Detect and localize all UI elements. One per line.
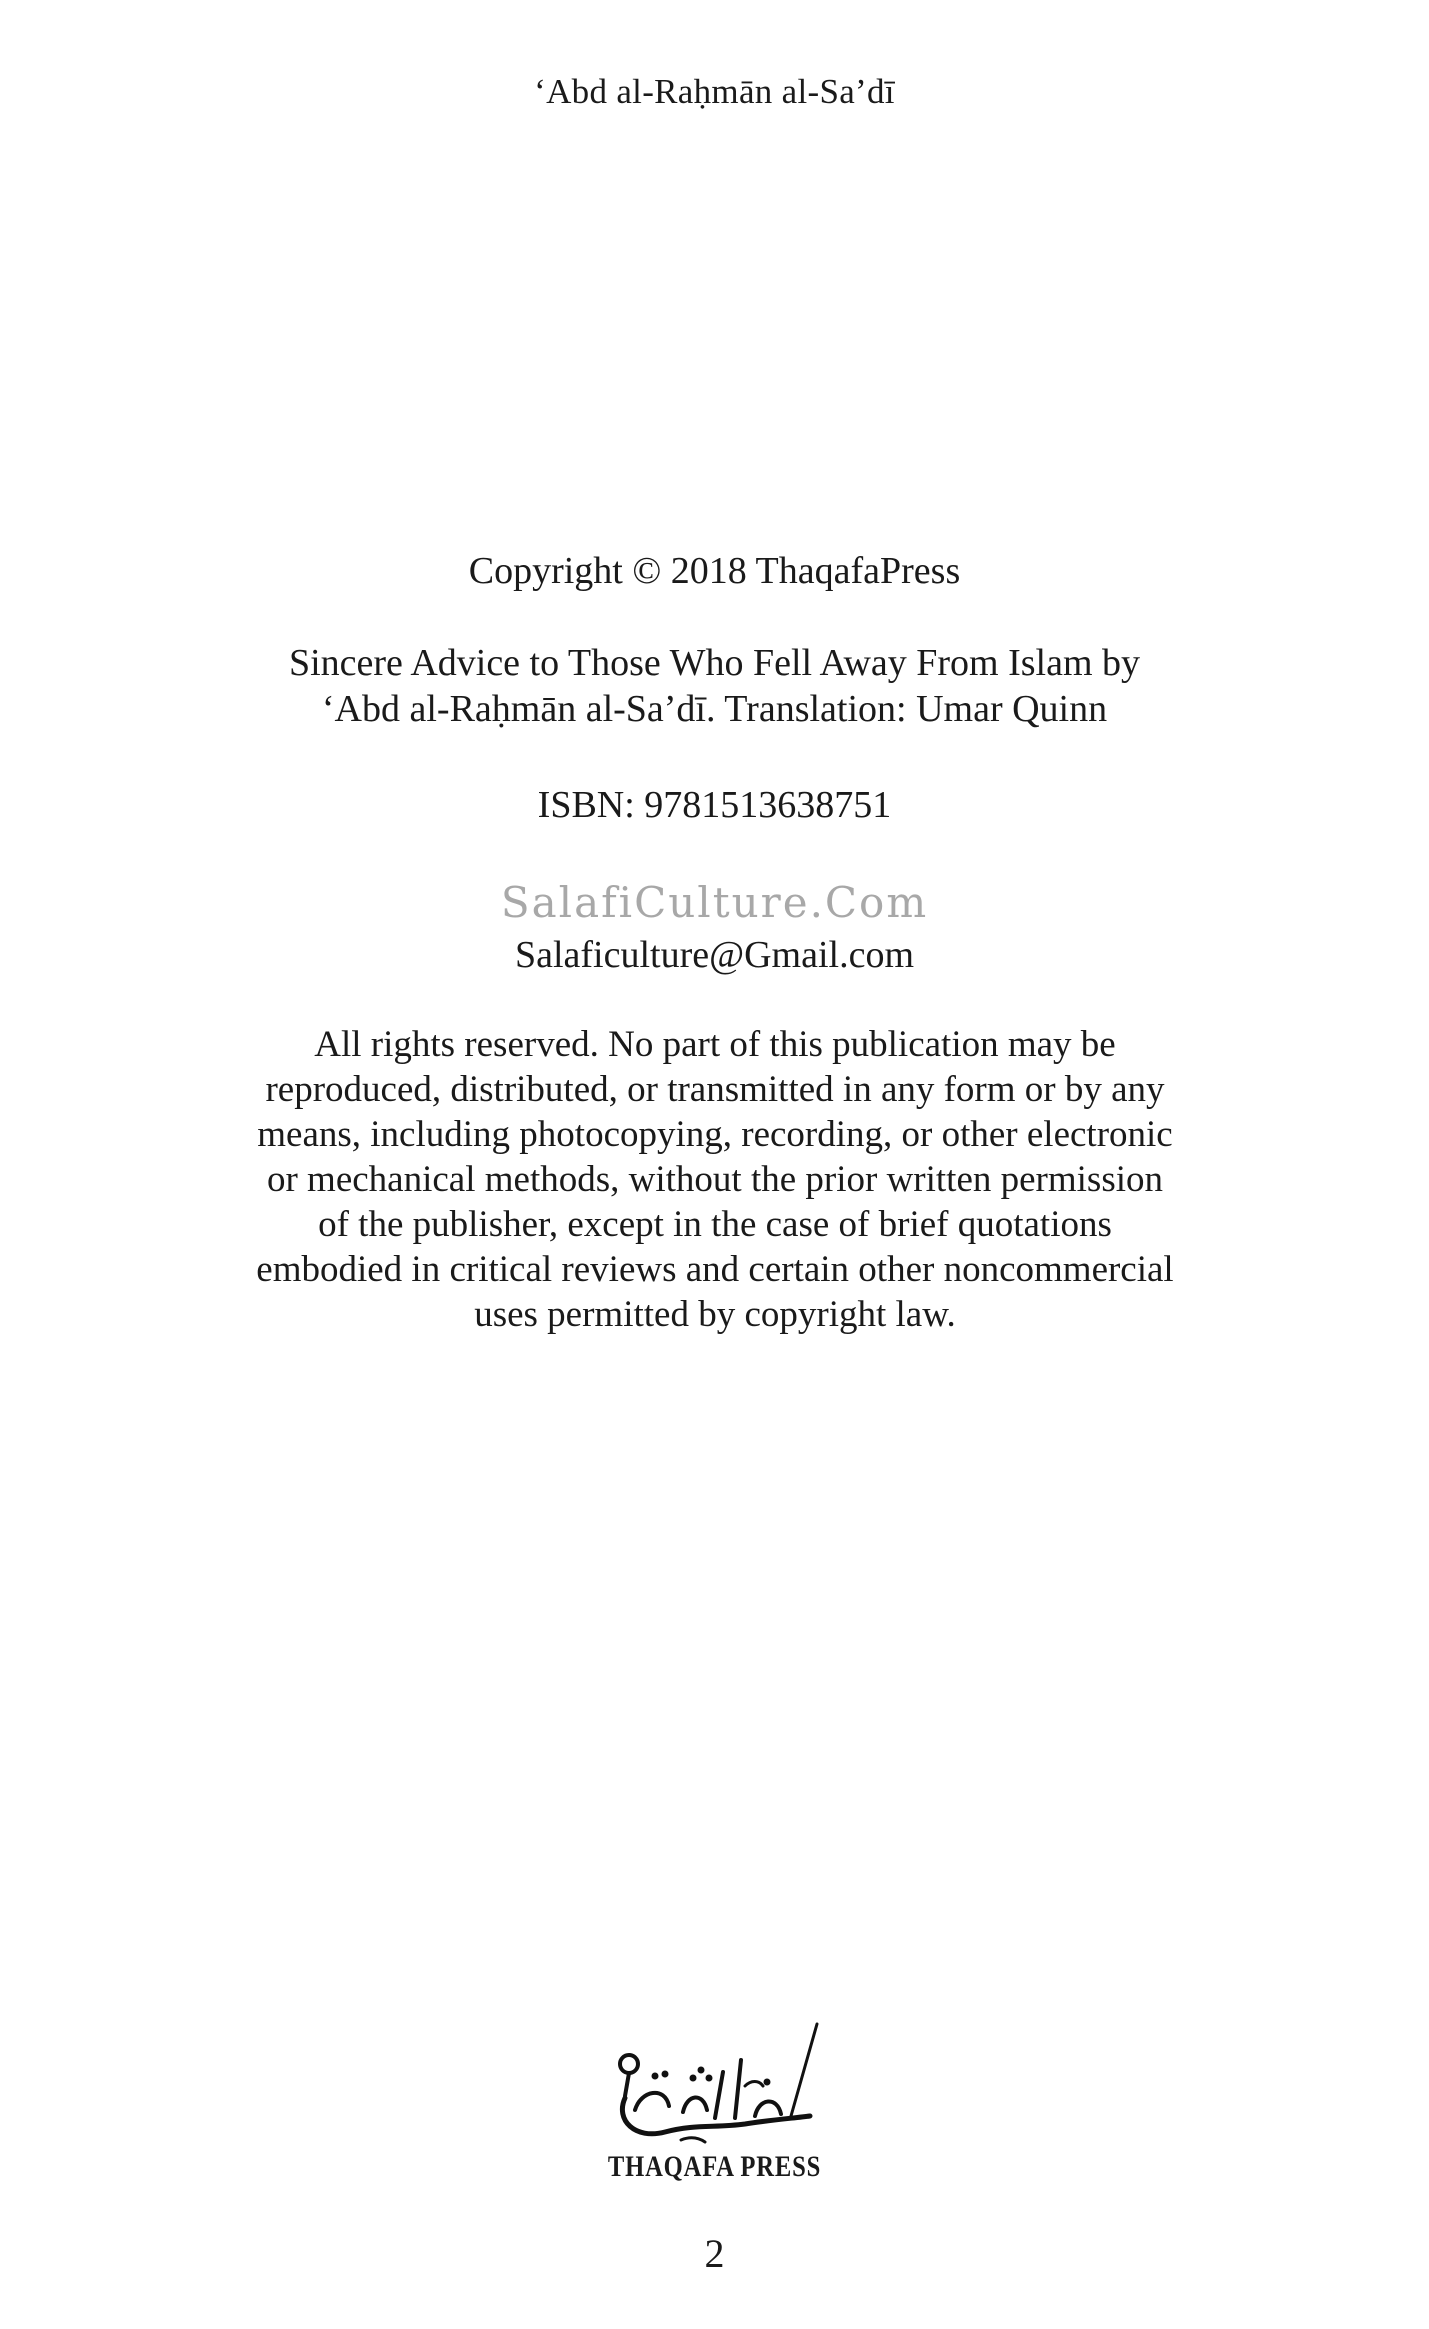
rights-line: means, including photocopying, recording, or other electronic — [257, 1114, 1173, 1155]
title-credit — [0, 640, 1429, 732]
rights-line: of the publisher, except in the case of brief quotations — [318, 1204, 1112, 1245]
publisher-name: THAQAFA PRESS — [607, 2150, 822, 2183]
rights-line: reproduced, distributed, or transmitted in any form or by any — [265, 1069, 1165, 1110]
rights-line: or mechanical methods, without the prior written permission — [266, 1159, 1164, 1200]
running-head: ‘Abd al-Raḥmān al-Sa’dī — [534, 72, 895, 111]
rights-line: uses permitted by copyright law. — [474, 1294, 956, 1335]
rights-statement — [160, 1022, 1270, 1337]
title-credit-line: Sincere Advice to Those Who Fell Away From Islam by — [288, 642, 1141, 684]
copyright-notice: Copyright © 2018 ThaqafaPress — [468, 550, 961, 592]
contact-email: Salaficulture@Gmail.com — [514, 934, 915, 976]
title-credit-line: ‘Abd al-Raḥmān al-Sa’dī. Translation: Umar Quinn — [321, 688, 1108, 730]
rights-line: All rights reserved. No part of this publication may be — [314, 1024, 1116, 1065]
rights-line: embodied in critical reviews and certain other noncommercial — [256, 1249, 1174, 1290]
page-number: 2 — [704, 2231, 725, 2276]
arabic-calligraphy-logo-icon — [0, 2020, 1429, 2150]
isbn: ISBN: 9781513638751 — [537, 784, 892, 826]
watermark-text: SalafiCulture.Com — [500, 878, 929, 927]
